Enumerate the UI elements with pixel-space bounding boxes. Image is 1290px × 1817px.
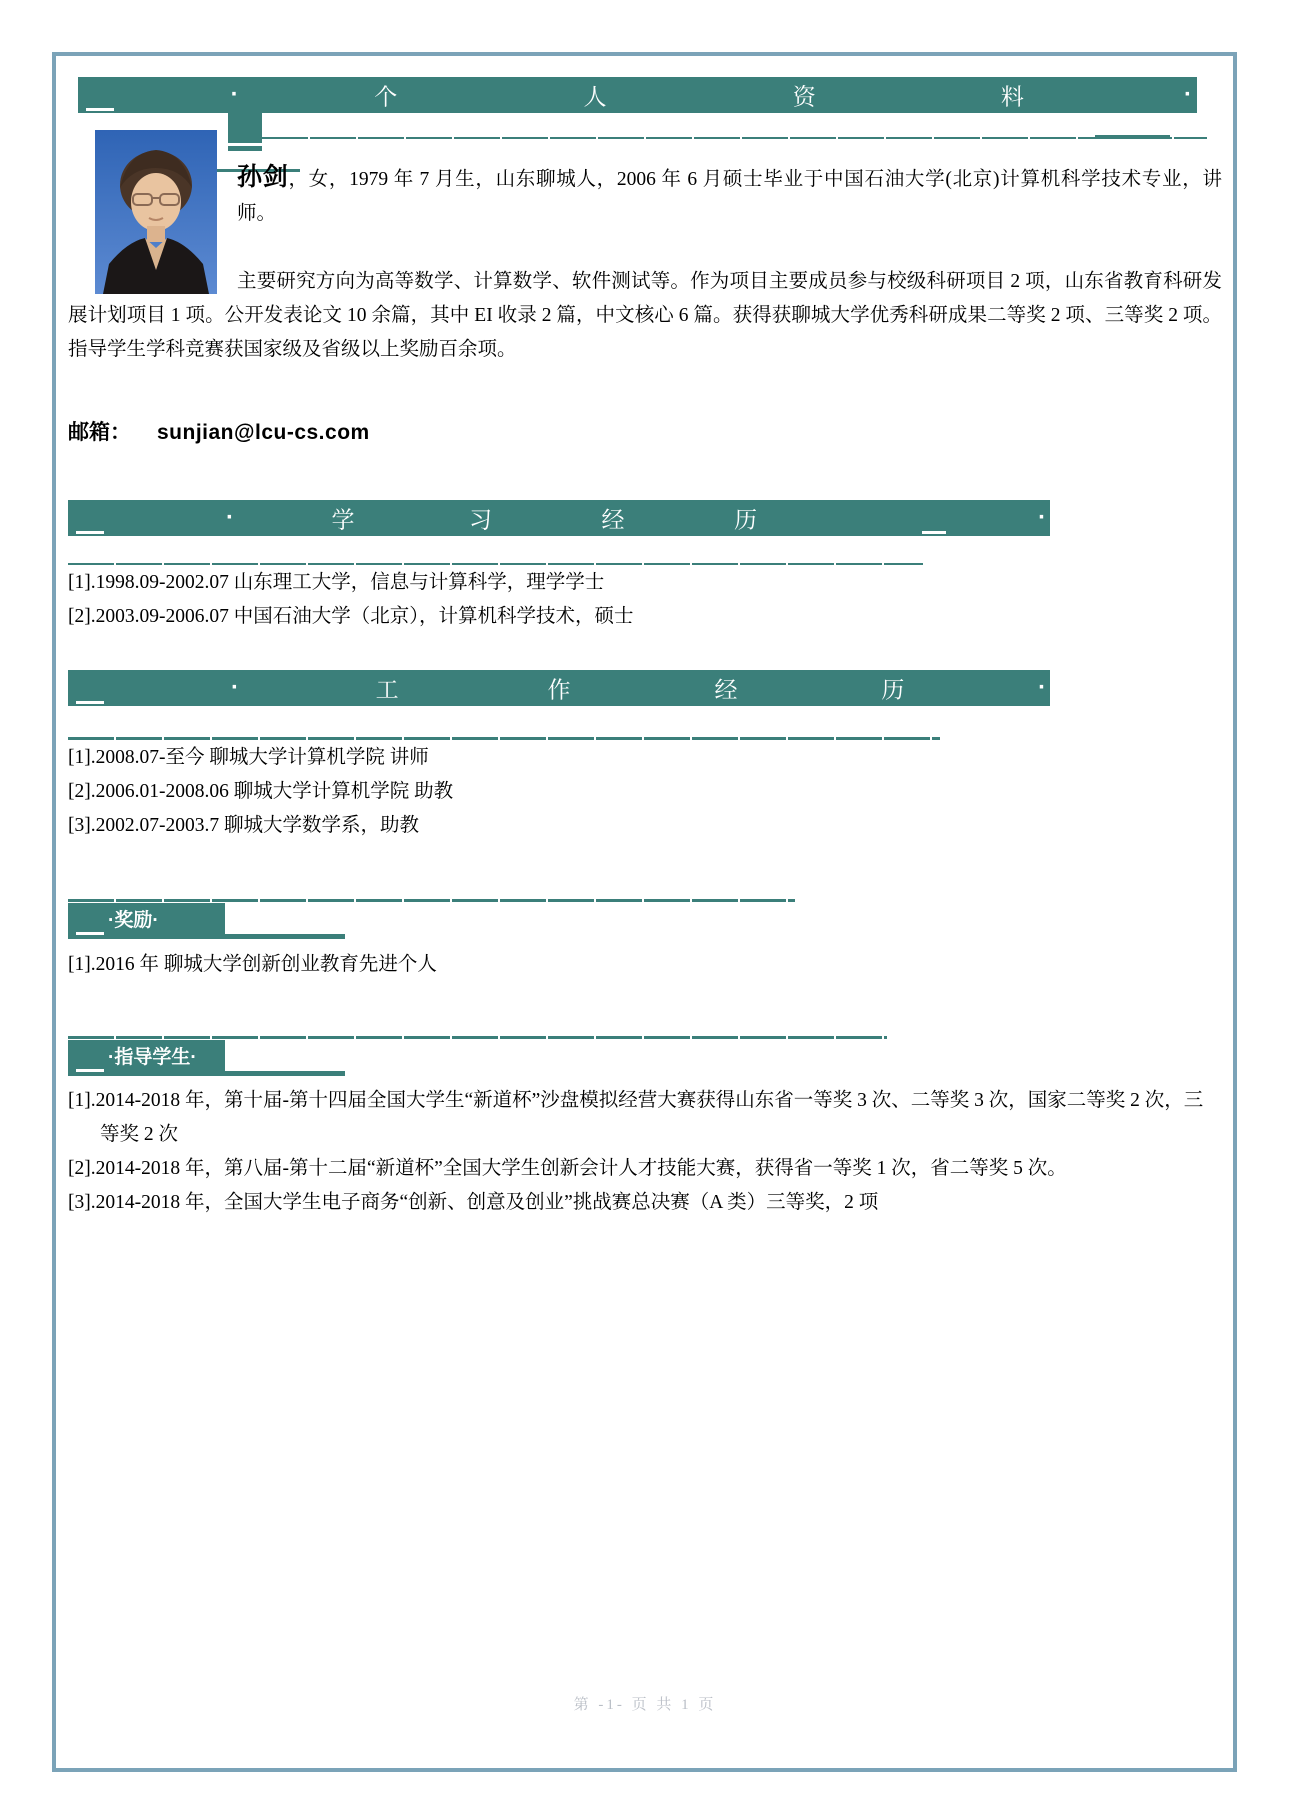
profile-summary-text: ，女，1979 年 7 月生，山东聊城人，2006 年 6 月硕士毕业于中国石油大学(北京)计算机科学技术专业，讲师。 bbox=[237, 169, 1222, 224]
horizontal-rule bbox=[68, 1036, 887, 1039]
separator-dot: · bbox=[1038, 674, 1047, 701]
email-label: 邮箱： bbox=[68, 421, 131, 444]
horizontal-rule bbox=[68, 563, 923, 565]
list-item: [1].2008.07-至今 聊城大学计算机学院 讲师 bbox=[68, 747, 429, 768]
list-item: [2].2003.09-2006.07 中国石油大学（北京），计算机科学技术，硕士 bbox=[68, 606, 634, 627]
profile-title-char: 人 bbox=[583, 83, 607, 110]
list-item: [2].2014-2018 年，第八届-第十二届“新道杯”全国大学生创新会计人才技能大赛，获得省一等奖 1 次，省二等奖 5 次。 bbox=[68, 1158, 1067, 1179]
section-bar-work bbox=[68, 670, 1050, 706]
horizontal-rule bbox=[68, 737, 940, 740]
work-title-char: 历 bbox=[881, 676, 905, 703]
list-item: [1].2016 年 聊城大学创新创业教育先进个人 bbox=[68, 954, 437, 975]
awards-list bbox=[68, 948, 1222, 982]
list-item: [1].1998.09-2002.07 山东理工大学，信息与计算科学，理学学士 bbox=[68, 572, 605, 593]
horizontal-rule bbox=[68, 899, 795, 902]
list-item: [3].2014-2018 年，全国大学生电子商务“创新、创意及创业”挑战赛总决赛（A 类）三等奖，2 项 bbox=[68, 1192, 879, 1213]
education-title-char: 历 bbox=[734, 506, 758, 533]
list-item: [3].2002.07-2003.7 聊城大学数学系，助教 bbox=[68, 815, 419, 836]
section-bar-education bbox=[68, 500, 1050, 536]
mentoring-list bbox=[68, 1084, 1222, 1220]
email-row bbox=[68, 416, 370, 446]
work-list bbox=[68, 741, 1222, 843]
profile-title-char: 资 bbox=[792, 83, 816, 110]
awards-heading-label: ·奖励· bbox=[108, 910, 159, 931]
education-title-char: 经 bbox=[601, 506, 625, 533]
underscore-mark bbox=[922, 531, 946, 534]
awards-heading-box bbox=[68, 903, 225, 939]
list-item: [1].2014-2018 年，第十届-第十四届全国大学生“新道杯”沙盘模拟经营大赛获得山东省一等奖 3 次、二等奖 3 次，国家二等奖 2 次，三等奖 2 次 bbox=[68, 1090, 1204, 1145]
profile-title-char: 料 bbox=[1000, 83, 1024, 110]
work-title-char: 工 bbox=[375, 676, 399, 703]
profile-title-char: 个 bbox=[374, 83, 398, 110]
separator-dot: · bbox=[230, 81, 239, 108]
education-title-char: 习 bbox=[468, 506, 492, 533]
heading-underline bbox=[225, 1071, 345, 1076]
mentoring-heading-box bbox=[68, 1040, 225, 1076]
section-bar-profile bbox=[78, 77, 1197, 113]
separator-dot: · bbox=[226, 504, 235, 531]
list-item: [2].2006.01-2008.06 聊城大学计算机学院 助教 bbox=[68, 781, 454, 802]
separator-dot: · bbox=[230, 674, 239, 701]
email-value: sunjian@lcu-cs.com bbox=[157, 421, 370, 444]
separator-dot: · bbox=[1184, 81, 1193, 108]
underscore-mark bbox=[76, 1069, 104, 1072]
work-title-char: 经 bbox=[714, 676, 738, 703]
heading-underline bbox=[225, 934, 345, 939]
education-list bbox=[68, 566, 1222, 634]
portrait-photo bbox=[95, 130, 217, 294]
research-paragraph: 主要研究方向为高等数学、计算数学、软件测试等。作为项目主要成员参与校级科研项目 2 项，山东省教育科研发展计划项目 1 项。公开发表论文 10 余篇，其中 EI 收录 2 篇，中文核心 6 篇。获得获聊城大学优秀科研成果二等奖 2 项、三等奖 2 项。指导学生学科竞赛获国家级及省级以上奖励百余项。 bbox=[68, 271, 1222, 360]
mentoring-heading-label: ·指导学生· bbox=[108, 1047, 197, 1068]
person-name: 孙剑 bbox=[237, 163, 289, 191]
separator-dot: · bbox=[1038, 504, 1047, 531]
underscore-mark bbox=[86, 108, 114, 111]
underscore-mark bbox=[76, 701, 104, 704]
work-title-char: 作 bbox=[547, 676, 571, 703]
profile-summary-line bbox=[68, 160, 1222, 231]
profile-intro bbox=[68, 130, 1222, 367]
page-number-footer: 第 -1- 页 共 1 页 bbox=[573, 1697, 717, 1713]
education-title-char: 学 bbox=[331, 506, 355, 533]
underscore-mark bbox=[76, 932, 104, 935]
underscore-mark bbox=[76, 531, 104, 534]
